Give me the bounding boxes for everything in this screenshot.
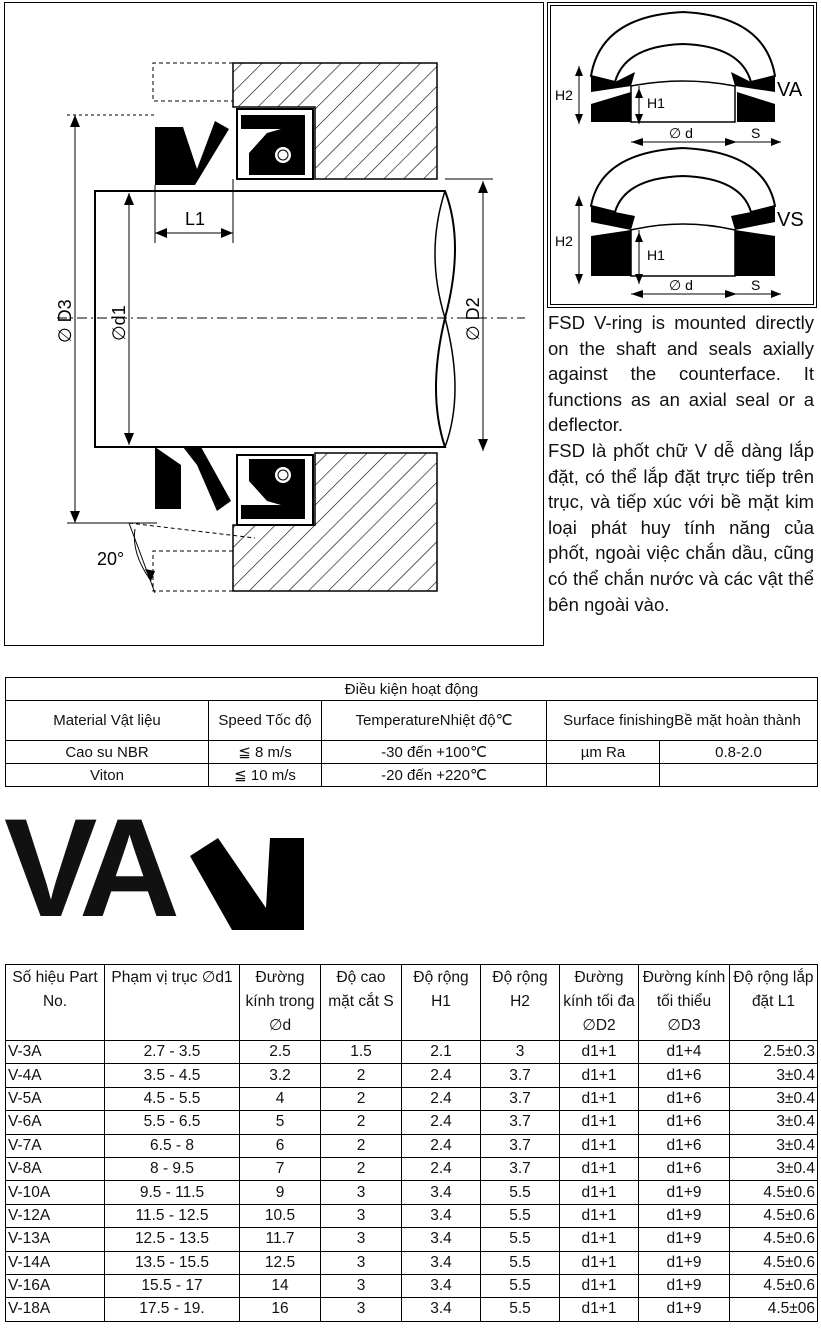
table-cell: 4.5±0.6: [730, 1251, 818, 1274]
ring-types-drawing: [551, 6, 815, 306]
svg-text:H1: H1: [647, 95, 665, 111]
parts-table: [5, 964, 818, 1322]
table-cell: V-7A: [6, 1134, 105, 1157]
table-cell: 2.7 - 3.5: [105, 1041, 240, 1064]
table-cell: 3: [321, 1274, 402, 1297]
col-l1: Độ rộng lắp đặt L1: [730, 965, 818, 1041]
table-row: [6, 1298, 818, 1321]
table-cell: 4.5±06: [730, 1298, 818, 1321]
table-cell: 3: [321, 1228, 402, 1251]
table-cell: 12.5: [240, 1251, 321, 1274]
angle-label: 20°: [97, 549, 125, 569]
header-surface: Surface finishingBề mặt hoàn thành: [547, 701, 818, 741]
table-cell: d1+9: [639, 1274, 730, 1297]
operating-conditions-table: [5, 677, 818, 787]
conditions-title: Điều kiện hoạt động: [6, 678, 818, 701]
d1-label: ∅d1: [109, 305, 129, 341]
table-cell: V-12A: [6, 1204, 105, 1227]
conditions-row: Viton ≦ 10 m/s -20 đến +220℃: [6, 764, 818, 787]
col-h2: Độ rộng H2: [481, 965, 560, 1041]
table-cell: 1.5: [321, 1041, 402, 1064]
table-cell: 2.5±0.3: [730, 1041, 818, 1064]
table-cell: d1+1: [560, 1064, 639, 1087]
va-label: VA: [777, 79, 803, 101]
table-cell: d1+9: [639, 1204, 730, 1227]
table-cell: V-3A: [6, 1041, 105, 1064]
table-cell: d1+1: [560, 1041, 639, 1064]
table-cell: d1+6: [639, 1134, 730, 1157]
shaft: [95, 191, 455, 447]
table-cell: d1+9: [639, 1181, 730, 1204]
table-cell: 2: [321, 1157, 402, 1180]
table-cell: 3.4: [402, 1274, 481, 1297]
installation-drawing: [5, 3, 543, 645]
table-cell: 5: [240, 1111, 321, 1134]
table-row: [6, 1111, 818, 1134]
description-vietnamese: FSD là phốt chữ V dễ dàng lắp đặt, có thể lắp đặt trực tiếp trên trục, và tiếp xúc với bề mặt kim loại phát huy tính năng của phốt, ngoài việc chắn dầu, cũng có thể chắn nước và các vật thể bên ngoài vào.: [548, 439, 814, 615]
table-cell: d1+9: [639, 1251, 730, 1274]
table-cell: d1+1: [560, 1204, 639, 1227]
table-cell: 4.5±0.6: [730, 1274, 818, 1297]
v-ring-top: [155, 121, 229, 185]
table-cell: 2.4: [402, 1157, 481, 1180]
svg-text:H2: H2: [555, 233, 573, 249]
table-cell: 3: [321, 1204, 402, 1227]
col-h1: Độ rộng H1: [402, 965, 481, 1041]
header-temperature: TemperatureNhiệt độ℃: [322, 701, 547, 741]
table-cell: 5.5: [481, 1228, 560, 1251]
table-cell: 4.5±0.6: [730, 1204, 818, 1227]
table-cell: 4.5 - 5.5: [105, 1087, 240, 1110]
table-cell: 9: [240, 1181, 321, 1204]
table-cell: 2: [321, 1134, 402, 1157]
table-cell: 6: [240, 1134, 321, 1157]
parts-body: [6, 1041, 818, 1322]
col-section-height: Độ cao mặt cắt S: [321, 965, 402, 1041]
table-cell: 11.7: [240, 1228, 321, 1251]
table-cell: 3±0.4: [730, 1111, 818, 1134]
conditions-row: Cao su NBR ≦ 8 m/s -30 đến +100℃ µm Ra 0.8-2.0: [6, 741, 818, 764]
d2-label: ∅ D2: [463, 297, 483, 341]
installation-diagram: [4, 2, 544, 646]
table-cell: 3.4: [402, 1181, 481, 1204]
table-cell: 3±0.4: [730, 1157, 818, 1180]
table-cell: 2.5: [240, 1041, 321, 1064]
table-cell: d1+1: [560, 1251, 639, 1274]
table-cell: 14: [240, 1274, 321, 1297]
table-row: [6, 1041, 818, 1064]
vs-ring: [555, 148, 804, 298]
table-cell: 2.4: [402, 1087, 481, 1110]
table-cell: d1+6: [639, 1111, 730, 1134]
table-cell: 15.5 - 17: [105, 1274, 240, 1297]
table-cell: 2.1: [402, 1041, 481, 1064]
table-cell: V-6A: [6, 1111, 105, 1134]
v-ring-bottom: [155, 447, 181, 509]
table-cell: d1+1: [560, 1157, 639, 1180]
svg-text:∅ d: ∅ d: [669, 277, 693, 293]
table-cell: 4.5±0.6: [730, 1228, 818, 1251]
table-cell: 3: [321, 1298, 402, 1321]
description: [548, 310, 814, 617]
table-cell: 11.5 - 12.5: [105, 1204, 240, 1227]
table-row: [6, 1251, 818, 1274]
table-cell: 3±0.4: [730, 1064, 818, 1087]
svg-text:H2: H2: [555, 87, 573, 103]
table-cell: 2: [321, 1111, 402, 1134]
ring-types-diagram: [547, 2, 817, 308]
table-cell: d1+6: [639, 1157, 730, 1180]
table-cell: 3.4: [402, 1298, 481, 1321]
table-cell: 3.4: [402, 1251, 481, 1274]
table-cell: 3.5 - 4.5: [105, 1064, 240, 1087]
table-cell: V-5A: [6, 1087, 105, 1110]
table-cell: 16: [240, 1298, 321, 1321]
svg-text:S: S: [751, 125, 761, 141]
svg-text:∅ d: ∅ d: [669, 125, 693, 141]
table-cell: 2: [321, 1064, 402, 1087]
table-cell: 5.5: [481, 1251, 560, 1274]
table-cell: d1+1: [560, 1111, 639, 1134]
table-cell: V-10A: [6, 1181, 105, 1204]
table-cell: 3.7: [481, 1134, 560, 1157]
table-row: [6, 1228, 818, 1251]
table-cell: 5.5: [481, 1274, 560, 1297]
col-part-no: Số hiệu Part No.: [6, 965, 105, 1041]
table-cell: 7: [240, 1157, 321, 1180]
table-row: [6, 1181, 818, 1204]
section-title: VA: [4, 789, 173, 946]
table-cell: 10.5: [240, 1204, 321, 1227]
table-cell: 3.4: [402, 1204, 481, 1227]
table-cell: 3: [321, 1251, 402, 1274]
va-ring: [555, 12, 803, 146]
table-cell: 2.4: [402, 1064, 481, 1087]
table-cell: 8 - 9.5: [105, 1157, 240, 1180]
table-cell: d1+1: [560, 1134, 639, 1157]
table-cell: 3: [321, 1181, 402, 1204]
table-cell: d1+6: [639, 1064, 730, 1087]
table-cell: d1+1: [560, 1274, 639, 1297]
table-cell: d1+6: [639, 1087, 730, 1110]
table-cell: d1+1: [560, 1087, 639, 1110]
table-cell: 3.7: [481, 1111, 560, 1134]
table-cell: V-14A: [6, 1251, 105, 1274]
table-cell: 3.7: [481, 1064, 560, 1087]
va-profile-icon: [188, 836, 306, 932]
table-cell: 3.7: [481, 1087, 560, 1110]
header-material: Material Vật liệu: [6, 701, 209, 741]
description-english: FSD V-ring is mounted directly on the shaft and seals axially against the counterface. It functions as an axial seal or a deflector.: [548, 312, 814, 436]
table-cell: 2: [321, 1087, 402, 1110]
header-speed: Speed Tốc độ: [209, 701, 322, 741]
table-row: [6, 1204, 818, 1227]
table-cell: V-8A: [6, 1157, 105, 1180]
table-cell: 3.2: [240, 1064, 321, 1087]
table-cell: 3±0.4: [730, 1087, 818, 1110]
table-cell: 3: [481, 1041, 560, 1064]
table-cell: 6.5 - 8: [105, 1134, 240, 1157]
table-cell: d1+9: [639, 1228, 730, 1251]
table-cell: V-13A: [6, 1228, 105, 1251]
table-cell: 5.5 - 6.5: [105, 1111, 240, 1134]
table-cell: 9.5 - 11.5: [105, 1181, 240, 1204]
table-cell: 4: [240, 1087, 321, 1110]
table-cell: d1+1: [560, 1228, 639, 1251]
table-cell: 12.5 - 13.5: [105, 1228, 240, 1251]
vs-label: VS: [777, 209, 804, 231]
table-cell: 2.4: [402, 1134, 481, 1157]
l1-label: L1: [185, 209, 206, 229]
table-cell: 3.7: [481, 1157, 560, 1180]
table-cell: d1+9: [639, 1298, 730, 1321]
table-cell: V-18A: [6, 1298, 105, 1321]
table-cell: V-16A: [6, 1274, 105, 1297]
table-cell: 4.5±0.6: [730, 1181, 818, 1204]
table-cell: 2.4: [402, 1111, 481, 1134]
table-cell: d1+1: [560, 1298, 639, 1321]
table-cell: V-4A: [6, 1064, 105, 1087]
table-row: [6, 1064, 818, 1087]
d3-label: ∅ D3: [55, 299, 75, 343]
col-d2: Đường kính tối đa ∅D2: [560, 965, 639, 1041]
svg-text:S: S: [751, 277, 761, 293]
svg-text:H1: H1: [647, 247, 665, 263]
table-row: [6, 1087, 818, 1110]
table-cell: 5.5: [481, 1298, 560, 1321]
table-row: [6, 1157, 818, 1180]
table-row: [6, 1134, 818, 1157]
table-cell: 5.5: [481, 1204, 560, 1227]
table-cell: 3.4: [402, 1228, 481, 1251]
col-inner-diameter: Đường kính trong ∅d: [240, 965, 321, 1041]
col-d3: Đường kính tối thiểu ∅D3: [639, 965, 730, 1041]
table-cell: 5.5: [481, 1181, 560, 1204]
table-cell: 13.5 - 15.5: [105, 1251, 240, 1274]
table-cell: 3±0.4: [730, 1134, 818, 1157]
table-cell: d1+1: [560, 1181, 639, 1204]
table-cell: d1+4: [639, 1041, 730, 1064]
table-cell: 17.5 - 19.: [105, 1298, 240, 1321]
table-row: [6, 1274, 818, 1297]
col-shaft-range: Phạm vị trục ∅d1: [105, 965, 240, 1041]
